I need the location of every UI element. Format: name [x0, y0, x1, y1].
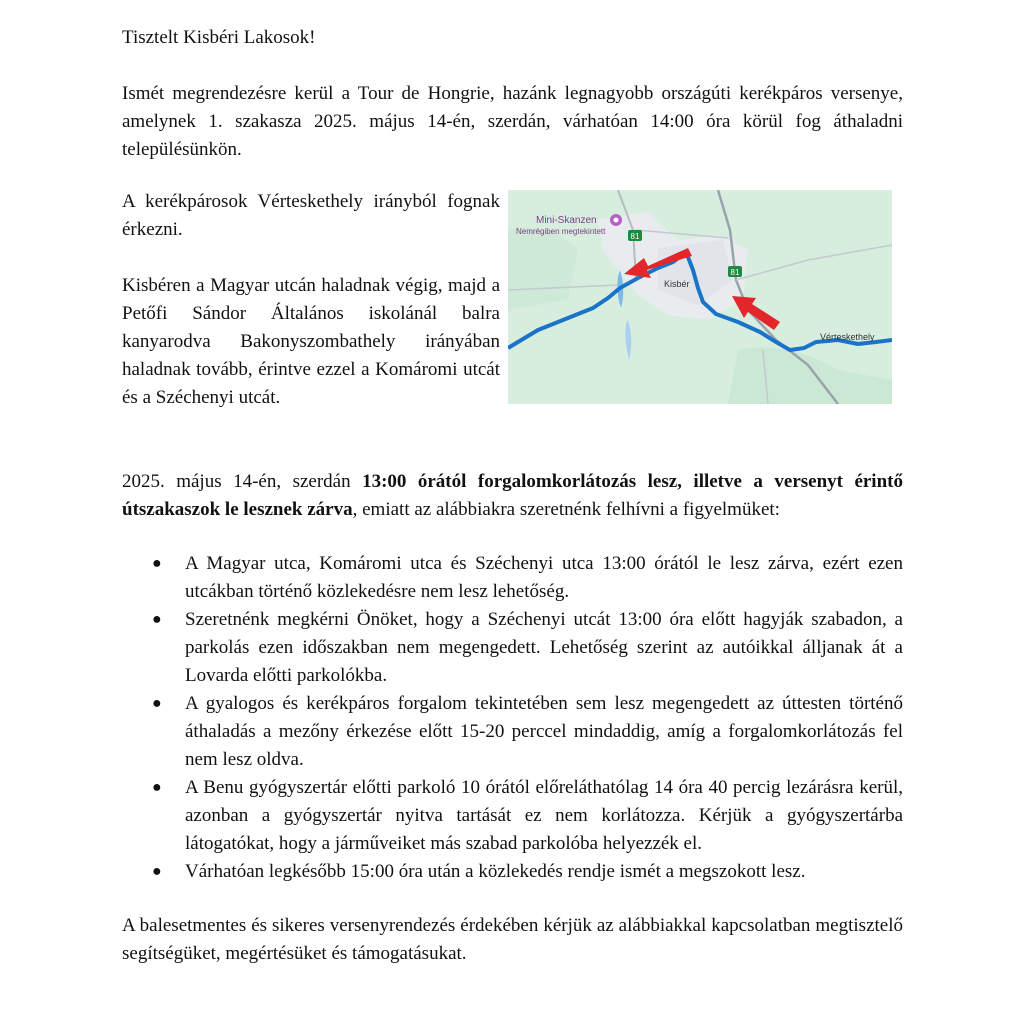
- list-item: [122, 858, 903, 886]
- bullet-icon: ●: [152, 779, 162, 796]
- svg-text:81: 81: [630, 232, 640, 241]
- list-item-text: A Magyar utca, Komáromi utca és Széchenyi utca 13:00 órától le lesz zárva, ezért ezen utcákban történő közlekedésre nem lesz lehetőség.: [185, 553, 903, 602]
- bullet-icon: ●: [152, 555, 162, 572]
- list-item-text: A Benu gyógyszertár előtti parkoló 10 órától előreláthatólag 14 óra 40 percig lezárásra kerül, azonban a gyógyszertár nyitva tartását ez nem korlátozza. Kérjük a gyógyszertárba látogatókat, hogy a járműveiket más szabad parkolóba helyezzék el.: [185, 777, 903, 854]
- notice-suffix: , emiatt az alábbiakra szeretnénk felhívni a figyelmüket:: [352, 499, 780, 520]
- list-item: [122, 606, 903, 690]
- list-item: [122, 550, 903, 606]
- list-item: [122, 774, 903, 858]
- route-map: [508, 190, 892, 404]
- intro-paragraph: Ismét megrendezésre kerül a Tour de Hongrie, hazánk legnagyobb országúti kerékpáros versenye, amelynek 1. szakasza 2025. május 14-én, szerdán, várhatóan 14:00 óra körül fog áthaladni településünkön.: [122, 83, 903, 160]
- notice-paragraph: [122, 468, 903, 524]
- arrival-paragraph: A kerékpárosok Vérteskethely irányból fognak érkezni.: [122, 191, 500, 240]
- route-description: [122, 188, 500, 412]
- road-81-badge-top: [628, 230, 642, 241]
- road-81-badge-right: [728, 266, 742, 277]
- poi-marker: [610, 214, 622, 226]
- greeting-line: Tisztelt Kisbéri Lakosok!: [122, 27, 316, 48]
- bullet-list: [122, 550, 903, 886]
- poi-name-label: Mini-Skanzen: [536, 215, 597, 226]
- route-paragraph: Kisbéren a Magyar utcán haladnak végig, majd a Petőfi Sándor Általános iskolánál balra kanyarodva Bakonyszombathely irányában haladnak tovább, érintve ezzel a Komáromi utcát és a Széchenyi utcát.: [122, 275, 500, 408]
- list-item-text: Várhatóan legkésőbb 15:00 óra után a közlekedés rendje ismét a megszokott lesz.: [185, 861, 806, 882]
- poi-sub-label: Nemrégiben megtekintett: [516, 227, 606, 236]
- bullet-icon: ●: [152, 611, 162, 628]
- bullet-icon: ●: [152, 695, 162, 712]
- closing-paragraph: A balesetmentes és sikeres versenyrendezés érdekében kérjük az alábbiakkal kapcsolatban megtisztelő segítségüket, megértésüket és támogatásukat.: [122, 915, 903, 964]
- village-label: Vérteskethely: [820, 332, 875, 342]
- list-item: [122, 690, 903, 774]
- bullet-icon: ●: [152, 863, 162, 880]
- list-item-text: A gyalogos és kerékpáros forgalom tekintetében sem lesz megengedett az úttesten történő áthaladás a mezőny érkezése előtt 15-20 perccel mindaddig, amíg a forgalomkorlátozás fel nem lesz oldva.: [185, 693, 903, 770]
- notice-bold: 13:00 órától forgalomkorlátozás lesz, illetve a versenyt érintő útszakaszok le lesznek zárva: [122, 471, 903, 520]
- notice-prefix: 2025. május 14-én, szerdán: [122, 471, 363, 492]
- town-label: Kisbér: [664, 279, 690, 289]
- list-item-text: Szeretnénk megkérni Önöket, hogy a Széchenyi utcát 13:00 óra előtt hagyják szabadon, a parkolás ezen időszakban nem megengedett. Lehetőség szerint az autóikkal álljanak át a Lovarda előtti parkolókba.: [185, 609, 903, 686]
- svg-text:81: 81: [730, 268, 740, 277]
